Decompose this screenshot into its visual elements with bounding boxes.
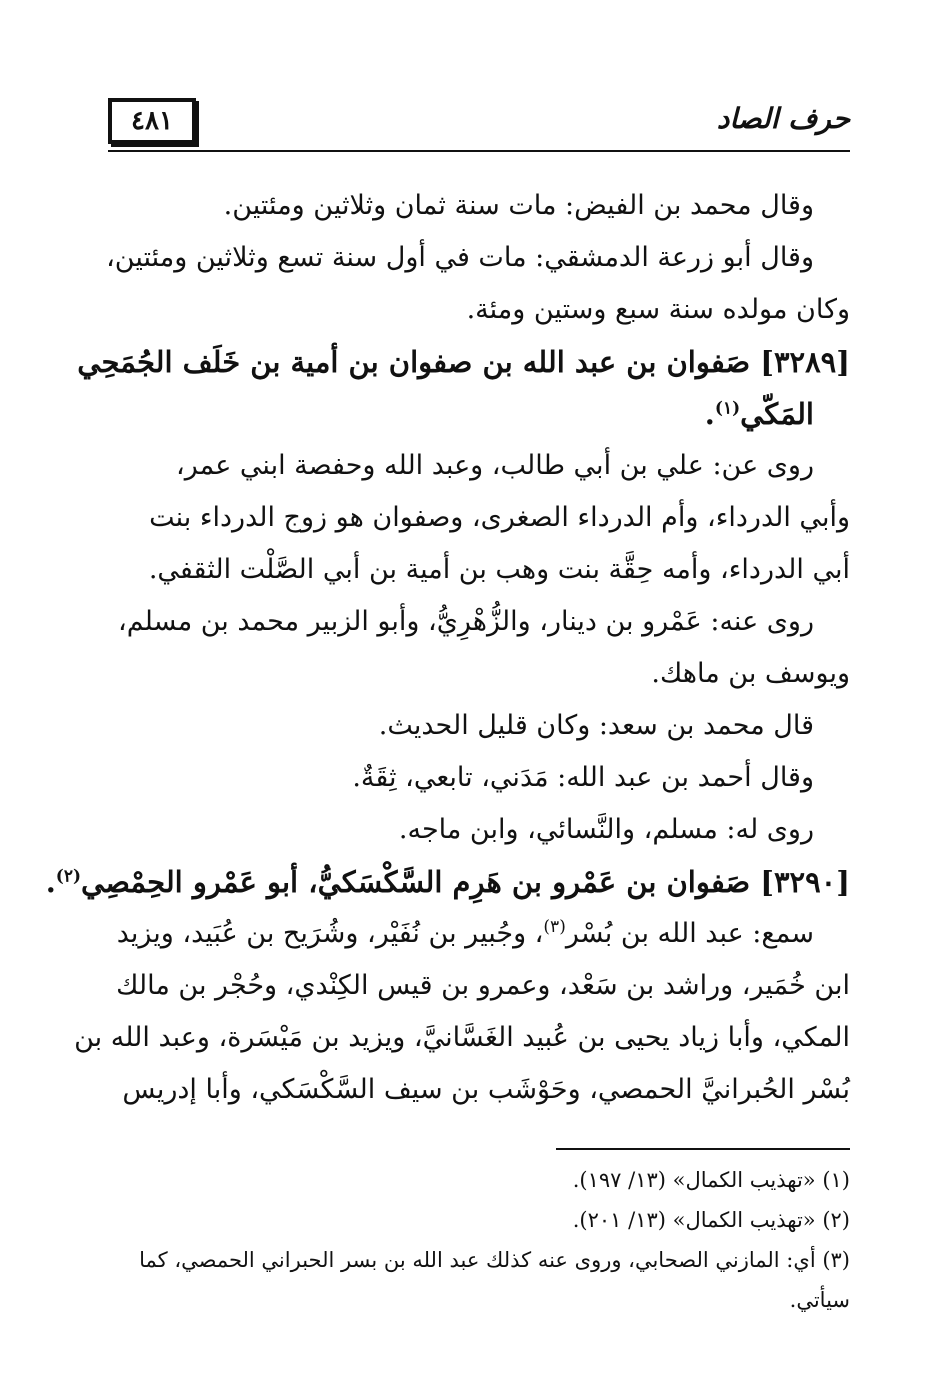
text-run: سمع: عبد الله بن بُسْر xyxy=(565,918,814,949)
page-header xyxy=(108,98,850,154)
footnote-3: (٣) أي: المازني الصحابي، وروى عنه كذلك عبد الله بن بسر الحبراني الحمصي، كما سيأتي. xyxy=(139,1248,850,1312)
page-number: ٤٨١ xyxy=(108,98,196,144)
entry-heading: [٣٢٨٩] صَفوان بن عبد الله بن صفوان بن أمية بن خَلَف الجُمَحِي xyxy=(77,345,850,379)
paragraph-line: قال محمد بن سعد: وكان قليل الحديث. xyxy=(378,710,814,741)
footnote-ref: (٢) xyxy=(55,866,82,887)
paragraph-line: وكان مولده سنة سبع وستين ومئة. xyxy=(466,294,850,325)
paragraph-line: وقال محمد بن الفيض: مات سنة ثمان وثلاثين ومئتين. xyxy=(223,190,814,221)
paragraph-line: وأبي الدرداء، وأم الدرداء الصغرى، وصفوان هو زوج الدرداء بنت xyxy=(149,502,850,533)
entry-heading-cont xyxy=(108,388,850,440)
footnote-rule xyxy=(556,1148,850,1150)
entry-title: [٣٢٩٠] صَفوان بن عَمْرو بن هَرِم السَّكْسَكيُّ، أبو عَمْرو الحِمْصِي xyxy=(81,865,850,899)
footnote-ref: (٣) xyxy=(543,917,566,937)
footnote-ref: (١) xyxy=(714,398,741,419)
footnotes xyxy=(90,1160,850,1320)
paragraph-line: وقال أبو زرعة الدمشقي: مات في أول سنة تسع وثلاثين ومئتين، xyxy=(106,242,814,273)
footnote-2: (٢) «تهذيب الكمال» (١٣/ ٢٠١). xyxy=(572,1208,850,1232)
footnote-1: (١) «تهذيب الكمال» (١٣/ ١٩٧). xyxy=(572,1168,850,1192)
paragraph-line: المكي، وأبا زياد يحيى بن عُبيد الغَسَّانيَّ، ويزيد بن مَيْسَرة، وعبد الله بن xyxy=(74,1022,850,1053)
paragraph-line: روى له: مسلم، والنَّسائي، وابن ماجه. xyxy=(398,814,814,845)
entry-name: المَكّي xyxy=(740,397,814,431)
text-run: ، وجُبير بن نُفَيْر، وشُرَيح بن عُبَيد، ويزيد xyxy=(116,918,544,949)
paragraph-line: بُسْر الحُبرانيَّ الحمصي، وحَوْشَب بن سيف السَّكْسَكي، وأبا إدريس xyxy=(122,1074,850,1105)
entry-heading xyxy=(45,856,850,908)
paragraph-line: أبي الدرداء، وأمه حِقَّة بنت وهب بن أمية بن أبي الصَّلْت الثقفي. xyxy=(148,554,850,585)
header-rule xyxy=(108,150,850,152)
paragraph-line: ويوسف بن ماهك. xyxy=(651,658,850,689)
paragraph-line: وقال أحمد بن عبد الله: مَدَني، تابعي، ثِقَةٌ. xyxy=(352,762,814,793)
paragraph-line xyxy=(108,908,850,960)
entry-end: . xyxy=(704,397,715,431)
paragraph-line: روى عن: علي بن أبي طالب، وعبد الله وحفصة ابني عمر، xyxy=(176,450,814,481)
paragraph-line: روى عنه: عَمْرو بن دينار، والزُّهْرِيُّ، وأبو الزبير محمد بن مسلم، xyxy=(117,606,814,637)
entry-end: . xyxy=(45,865,56,899)
running-title: حرف الصاد xyxy=(716,102,850,135)
paragraph-line: ابن خُمَير، وراشد بن سَعْد، وعمرو بن قيس الكِنْدي، وحُجْر بن مالك xyxy=(116,970,850,1001)
main-text xyxy=(45,180,850,1116)
